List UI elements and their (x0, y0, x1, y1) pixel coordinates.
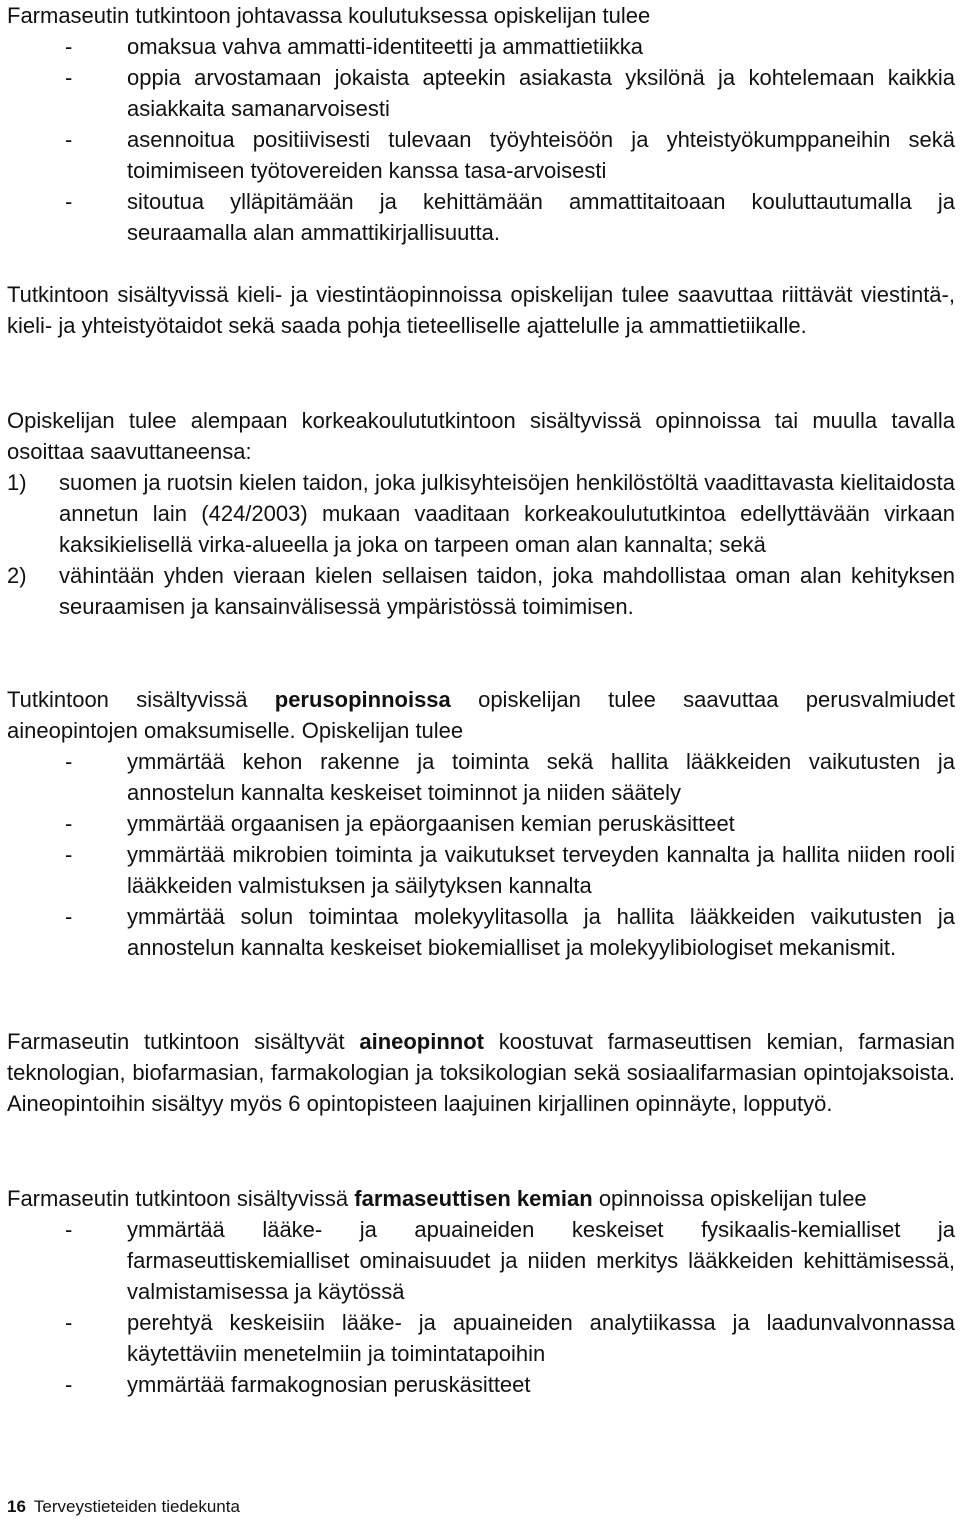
item-text: vähintään yhden vieraan kielen sellaisen taidon, joka mahdollistaa oman alan kehityksen seuraamisen ja kansainvälisessä ympäristössä toimimisen. (59, 563, 955, 619)
basic-paragraph: Tutkintoon sisältyvissä perusopinnoissa opiskelijan tulee saavuttaa perusvalmiudet aineopintojen omaksumiselle. Opiskelijan tulee (7, 687, 955, 743)
chemistry-paragraph: Farmaseutin tutkintoon sisältyvissä farmaseuttisen kemian opinnoissa opiskelijan tulee (7, 1186, 867, 1211)
intro-section (7, 0, 955, 248)
bullet-text: ymmärtää solun toimintaa molekyylitasolla ja hallita lääkkeiden vaikutusten ja annostelun kannalta keskeiset biokemialliset ja molekyylibiologiset mekanismit. (127, 904, 955, 960)
subject-bold-term: aineopinnot (359, 1029, 484, 1054)
intro-bullet (7, 31, 955, 62)
bullet-text: ymmärtää mikrobien toiminta ja vaikutukset terveyden kannalta ja hallita niiden rooli lääkkeiden valmistuksen ja säilytyksen kannalta (127, 842, 955, 898)
bullet-dash: - (65, 34, 73, 59)
bullet-text: ymmärtää farmakognosian peruskäsitteet (127, 1372, 531, 1397)
chemistry-bold-term: farmaseuttisen kemian (354, 1186, 593, 1211)
bullet-dash: - (65, 811, 73, 836)
intro-bullet (7, 186, 955, 248)
intro-bullet (7, 62, 955, 124)
basic-bullet (7, 839, 955, 901)
bullet-dash: - (65, 1310, 73, 1335)
numbered-item (7, 560, 955, 622)
basic-bullet (7, 901, 955, 963)
prior-section (7, 405, 955, 622)
chemistry-bullet (7, 1214, 955, 1307)
bullet-text: asennoitua positiivisesti tulevaan työyhteisöön ja yhteistyökumppaneihin sekä toimimiseen työtovereiden kanssa tasa-arvoisesti (127, 127, 955, 183)
bullet-dash: - (65, 749, 73, 774)
prior-paragraph: Opiskelijan tulee alempaan korkeakoulututkintoon sisältyvissä opinnoissa tai muulla tavalla osoittaa saavuttaneensa: (7, 408, 955, 464)
subject-paragraph: Farmaseutin tutkintoon sisältyvät aineopinnot koostuvat farmaseuttisen kemian, farmasian teknologian, biofarmasian, farmakologian ja toksikologian sekä sosiaalifarmasian opintojaksoista. Aineopintoihin sisältyy myös 6 opintopisteen laajuinen kirjallinen opinnäyte, lopputyö. (7, 1029, 956, 1116)
bullet-dash: - (65, 1372, 73, 1397)
basic-bullet (7, 808, 955, 839)
item-number: 1) (7, 470, 27, 495)
bullet-text: ymmärtää lääke- ja apuaineiden keskeiset fysikaalis-kemialliset ja farmaseuttiskemialliset ominaisuudet ja niiden merkitys lääkkeiden kehittämisessä, valmistamisessa ja käytössä (127, 1217, 955, 1304)
chemistry-bullet (7, 1369, 955, 1400)
bullet-dash: - (65, 904, 73, 929)
language-paragraph: Tutkintoon sisältyvissä kieli- ja viestintäopinnoissa opiskelijan tulee saavuttaa riittävät viestintä-, kieli- ja yhteistyötaidot sekä saada pohja tieteelliselle ajattelulle ja ammattietiikalle. (7, 282, 955, 338)
chemistry-section (7, 1183, 955, 1400)
intro-bullet (7, 124, 955, 186)
bullet-dash: - (65, 65, 73, 90)
page-number: 16 (7, 1497, 26, 1516)
bullet-dash: - (65, 127, 73, 152)
bullet-dash: - (65, 189, 73, 214)
bullet-text: perehtyä keskeisiin lääke- ja apuaineiden analytiikassa ja laadunvalvonnassa käytettäviin menetelmiin ja toimintatapoihin (127, 1310, 955, 1366)
bullet-dash: - (65, 842, 73, 867)
numbered-item (7, 467, 955, 560)
bullet-text: ymmärtää kehon rakenne ja toiminta sekä hallita lääkkeiden vaikutusten ja annostelun kannalta keskeiset toiminnot ja niiden säätely (127, 749, 955, 805)
bullet-text: omaksua vahva ammatti-identiteetti ja ammattietiikka (127, 34, 643, 59)
page-footer (7, 1496, 240, 1518)
basic-bold-term: perusopinnoissa (274, 687, 451, 712)
basic-bullet (7, 746, 955, 808)
chemistry-bullet (7, 1307, 955, 1369)
bullet-text: ymmärtää orgaanisen ja epäorgaanisen kemian peruskäsitteet (127, 811, 735, 836)
basic-section (7, 684, 955, 963)
item-number: 2) (7, 563, 27, 588)
item-text: suomen ja ruotsin kielen taidon, joka julkisyhteisöjen henkilöstöltä vaadittavasta kielitaidosta annetun lain (424/2003) mukaan vaaditaan korkeakoulututkintoa edellyttävään virkaan kaksikielisellä virka-alueella ja joka on tarpeen oman alan kannalta; sekä (59, 470, 955, 557)
subject-section (7, 1026, 955, 1119)
language-section (7, 279, 955, 341)
bullet-text: sitoutua ylläpitämään ja kehittämään ammattitaitoaan kouluttautumalla ja seuraamalla alan ammattikirjallisuutta. (127, 189, 955, 245)
bullet-text: oppia arvostamaan jokaista apteekin asiakasta yksilönä ja kohtelemaan kaikkia asiakkaita samanarvoisesti (127, 65, 955, 121)
intro-heading: Farmaseutin tutkintoon johtavassa koulutuksessa opiskelijan tulee (7, 3, 651, 28)
faculty-name: Terveystieteiden tiedekunta (33, 1497, 240, 1516)
bullet-dash: - (65, 1217, 73, 1242)
